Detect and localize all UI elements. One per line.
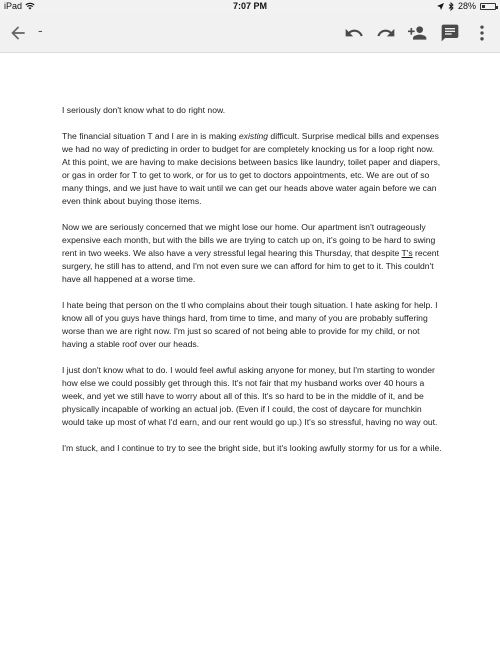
battery-fill — [482, 5, 485, 8]
back-button[interactable] — [6, 21, 30, 45]
battery-percent: 28% — [457, 1, 476, 11]
comments-button[interactable] — [438, 21, 462, 45]
editor-toolbar — [0, 14, 500, 53]
document-title[interactable]: - — [38, 22, 43, 38]
share-button[interactable] — [406, 21, 430, 45]
text-run: recent surgery, he still has to attend, and I'm not even sure we can afford for him to get to it. This couldn't have all happened at a worse time. — [62, 248, 439, 284]
more-options-button[interactable] — [470, 21, 494, 45]
add-person-icon — [408, 23, 428, 43]
battery-icon — [480, 3, 496, 10]
paragraph: I just don't know what to do. I would feel awful asking anyone for money, but I'm starting to wonder how else we could possibly get through this. It's not fair that my husband works over 40 hours a week, and yet we still have to worry about all of this. It's so hard to be in the middle of it, and be physically incapable of working an actual job. (Even if I could, the cost of daycare for munchkin would take up most of what I'd earn, and our rent would go up.) It's so stressful, having no way out. — [62, 365, 438, 427]
more-vert-icon — [472, 23, 492, 43]
paragraph — [62, 130, 442, 208]
paragraph: I seriously don't know what to do right now. — [62, 105, 226, 115]
undo-button[interactable] — [342, 21, 366, 45]
status-time: 7:07 PM — [232, 1, 267, 11]
status-right — [437, 1, 496, 11]
redo-button[interactable] — [374, 21, 398, 45]
device-label: iPad — [4, 1, 23, 11]
paragraph: I'm stuck, and I continue to try to see the bright side, but it's looking awfully stormy for us for a while. — [62, 443, 442, 453]
bluetooth-icon — [448, 2, 454, 11]
paragraph — [62, 221, 442, 286]
text-run: The financial situation T and I are in is making — [62, 131, 239, 141]
back-arrow-icon — [8, 23, 28, 43]
undo-icon — [344, 23, 364, 43]
comment-icon — [440, 23, 460, 43]
redo-icon — [376, 23, 396, 43]
paragraph: I hate being that person on the tl who complains about their tough situation. I hate asking for help. I know all of you guys have things hard, from time to time, and many of you are probably suffering worse than we are right now. I'm just so scared of not being able to provide for my child, or not having a stable roof over our heads. — [62, 300, 438, 349]
status-bar — [0, 0, 500, 14]
underlined-text: T's — [401, 248, 413, 258]
text-run: difficult. Surprise medical bills and expenses we had no way of predicting in order to budget for are completely knocking us for a loop right now. At this point, we are having to make decisions between basics like laundry, toilet paper and diapers, or gas in order for T to get to work, or for us to get to doctors appointments, etc. We are out of so many things, and we just have to wait until we can get our heads above water again before we can even think about buying those items. — [62, 131, 441, 206]
location-icon — [437, 3, 444, 10]
italic-text: existing — [238, 131, 269, 141]
document-body[interactable] — [62, 104, 442, 468]
text-run: Now we are seriously concerned that we might lose our home. Our apartment isn't outrageously expensive each month, but with the bills we are trying to catch up on, it's going to be hard to swing rent in two weeks. We also have a very stressful legal hearing this Thursday, that despite — [62, 222, 436, 258]
